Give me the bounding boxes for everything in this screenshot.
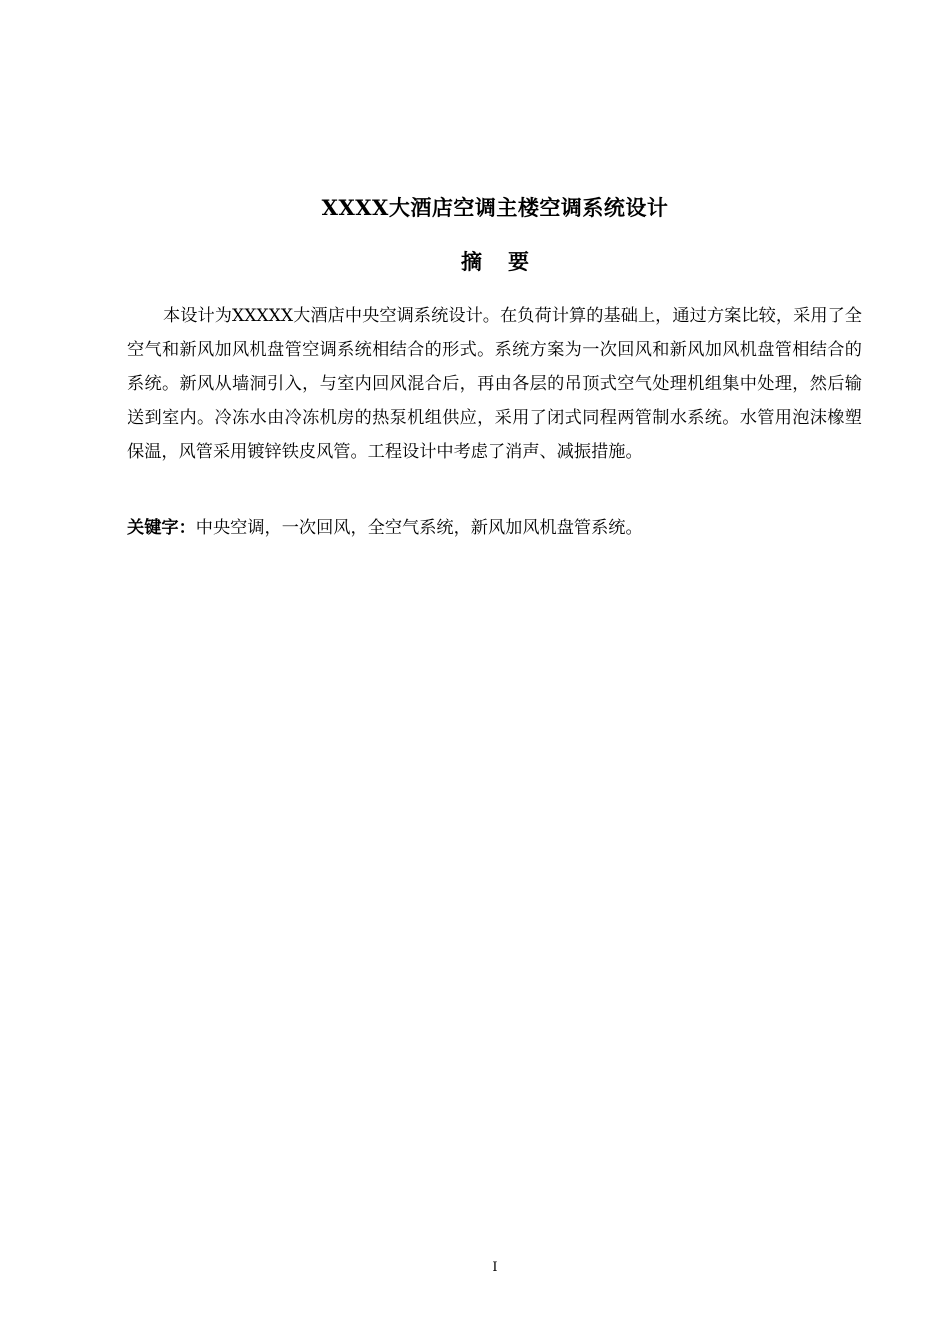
abstract-body: 本设计为XXXXX大酒店中央空调系统设计。在负荷计算的基础上，通过方案比较，采用了全空气和新风加风机盘管空调系统相结合的形式。系统方案为一次回风和新风加风机盘管相结合的系统。新风从墙洞引入，与室内回风混合后，再由各层的吊顶式空气处理机组集中处理，然后输送到室内。冷冻水由冷冻机房的热泵机组供应，采用了闭式同程两管制水系统。水管用泡沫橡塑保温，风管采用镀锌铁皮风管。工程设计中考虑了消声、减振措施。: [127, 306, 862, 462]
page-number: I: [492, 1260, 498, 1275]
keywords-label: 关键字：: [127, 518, 196, 538]
keywords-line: [127, 513, 862, 543]
abstract-heading-char-1: 摘: [461, 249, 482, 274]
document-title: XXXX大酒店空调主楼空调系统设计: [321, 195, 669, 220]
abstract-heading: [0, 246, 950, 276]
keywords-text: 中央空调，一次回风，全空气系统，新风加风机盘管系统。: [195, 518, 643, 538]
abstract-heading-char-2: 要: [508, 249, 529, 274]
